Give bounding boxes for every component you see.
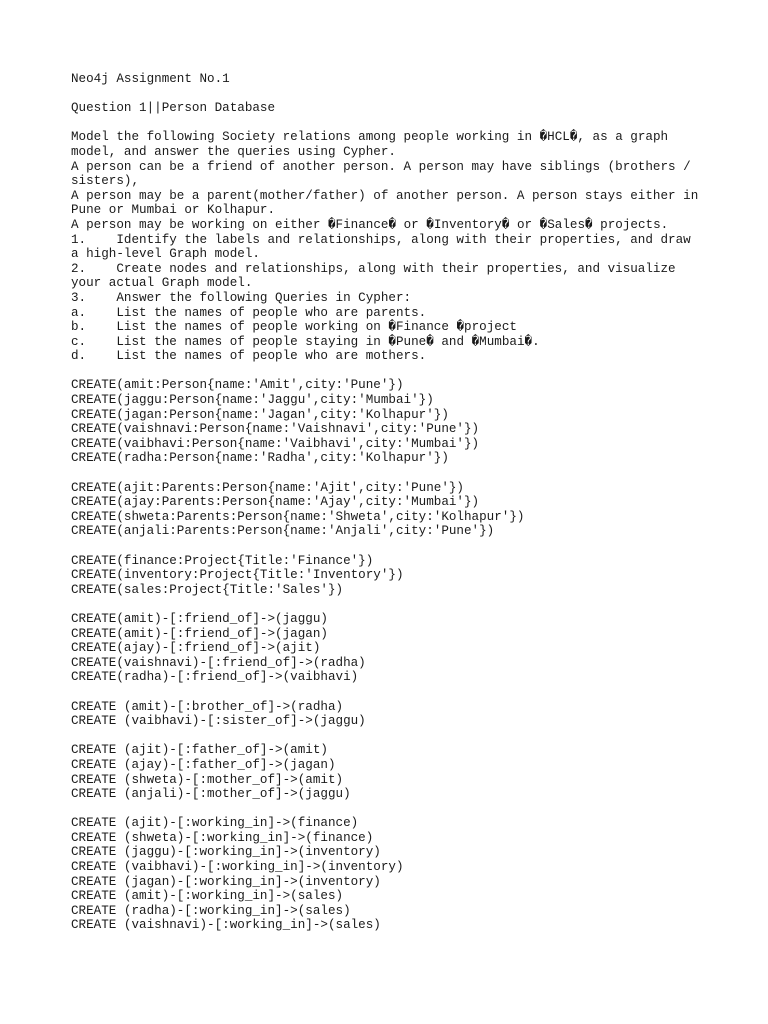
intro-line: 3. Answer the following Queries in Cypher: xyxy=(71,290,412,305)
code-line: CREATE(anjali:Parents:Person{name:'Anjali',city:'Pune'}) xyxy=(71,524,495,539)
intro-line: A person may be working on either �Finance� or �Inventory� or �Sales� projects. xyxy=(71,217,669,232)
code-line: CREATE (shweta)-[:mother_of]->(amit) xyxy=(71,772,344,787)
intro-line: model, and answer the queries using Cypher. xyxy=(71,144,396,159)
spacer xyxy=(71,597,728,612)
spacer xyxy=(71,685,728,700)
code-line: CREATE(ajay)-[:friend_of]->(ajit) xyxy=(71,641,321,656)
intro-line: c. List the names of people staying in �Pune� and �Mumbai�. xyxy=(71,334,540,349)
working-code-block xyxy=(71,816,728,933)
spacer xyxy=(71,364,728,379)
siblings-code-block xyxy=(71,700,728,729)
code-line: CREATE (vaibhavi)-[:working_in]->(inventory) xyxy=(71,860,404,875)
spacer xyxy=(71,802,728,817)
intro-line: d. List the names of people who are mothers. xyxy=(71,349,427,364)
document-title: Neo4j Assignment No.1 xyxy=(71,72,230,86)
intro-line: 1. Identify the labels and relationships, along with their properties, and draw xyxy=(71,232,691,247)
persons-code-block xyxy=(71,378,728,466)
code-line: CREATE (vaibhavi)-[:sister_of]->(jaggu) xyxy=(71,714,366,729)
code-line: CREATE(jaggu:Person{name:'Jaggu',city:'Mumbai'}) xyxy=(71,393,434,408)
code-line: CREATE(radha)-[:friend_of]->(vaibhavi) xyxy=(71,670,359,685)
code-line: CREATE (ajit)-[:working_in]->(finance) xyxy=(71,816,359,831)
code-line: CREATE(ajit:Parents:Person{name:'Ajit',city:'Pune'}) xyxy=(71,480,464,495)
code-line: CREATE(amit:Person{name:'Amit',city:'Pune'}) xyxy=(71,378,404,393)
projects-code-block xyxy=(71,554,728,598)
code-line: CREATE (ajay)-[:father_of]->(jagan) xyxy=(71,757,336,772)
code-line: CREATE(vaishnavi)-[:friend_of]->(radha) xyxy=(71,655,366,670)
spacer xyxy=(71,466,728,481)
intro-line: b. List the names of people working on �Finance �project xyxy=(71,320,517,335)
intro-line: A person can be a friend of another person. A person may have siblings (brothers / xyxy=(71,159,691,174)
spacer xyxy=(71,116,728,131)
code-line: CREATE (shweta)-[:working_in]->(finance) xyxy=(71,830,374,845)
code-line: CREATE(radha:Person{name:'Radha',city:'Kolhapur'}) xyxy=(71,451,449,466)
code-line: CREATE (ajit)-[:father_of]->(amit) xyxy=(71,743,328,758)
intro-line: 2. Create nodes and relationships, along with their properties, and visualize xyxy=(71,261,676,276)
code-line: CREATE(finance:Project{Title:'Finance'}) xyxy=(71,553,374,568)
code-line: CREATE (vaishnavi)-[:working_in]->(sales) xyxy=(71,918,381,933)
code-line: CREATE(sales:Project{Title:'Sales'}) xyxy=(71,582,344,597)
code-line: CREATE(ajay:Parents:Person{name:'Ajay',city:'Mumbai'}) xyxy=(71,495,480,510)
intro-section xyxy=(71,130,728,364)
parents-code-block xyxy=(71,481,728,539)
parent-relations-code-block xyxy=(71,743,728,801)
code-line: CREATE(amit)-[:friend_of]->(jagan) xyxy=(71,626,328,641)
code-line: CREATE (jagan)-[:working_in]->(inventory) xyxy=(71,874,381,889)
code-line: CREATE(shweta:Parents:Person{name:'Shweta',city:'Kolhapur'}) xyxy=(71,509,525,524)
spacer xyxy=(71,87,728,102)
code-line: CREATE(inventory:Project{Title:'Inventory'}) xyxy=(71,568,404,583)
intro-line: sisters), xyxy=(71,174,140,189)
intro-line: your actual Graph model. xyxy=(71,276,253,291)
intro-line: a. List the names of people who are parents. xyxy=(71,305,427,320)
intro-line: A person may be a parent(mother/father) of another person. A person stays either in xyxy=(71,188,699,203)
code-line: CREATE(amit)-[:friend_of]->(jaggu) xyxy=(71,611,328,626)
question-heading: Question 1||Person Database xyxy=(71,101,276,116)
intro-line: Model the following Society relations among people working in �HCL�, as a graph xyxy=(71,130,669,145)
code-line: CREATE (jaggu)-[:working_in]->(inventory) xyxy=(71,845,381,860)
spacer xyxy=(71,729,728,744)
code-line: CREATE (amit)-[:working_in]->(sales) xyxy=(71,889,344,904)
intro-line: a high-level Graph model. xyxy=(71,247,260,262)
code-line: CREATE(vaibhavi:Person{name:'Vaibhavi',city:'Mumbai'}) xyxy=(71,436,480,451)
intro-line: Pune or Mumbai or Kolhapur. xyxy=(71,203,276,218)
code-line: CREATE (radha)-[:working_in]->(sales) xyxy=(71,903,351,918)
code-line: CREATE (amit)-[:brother_of]->(radha) xyxy=(71,699,344,714)
spacer xyxy=(71,539,728,554)
code-line: CREATE(vaishnavi:Person{name:'Vaishnavi',city:'Pune'}) xyxy=(71,422,480,437)
code-line: CREATE (anjali)-[:mother_of]->(jaggu) xyxy=(71,787,351,802)
code-line: CREATE(jagan:Person{name:'Jagan',city:'Kolhapur'}) xyxy=(71,407,449,422)
friends-code-block xyxy=(71,612,728,685)
